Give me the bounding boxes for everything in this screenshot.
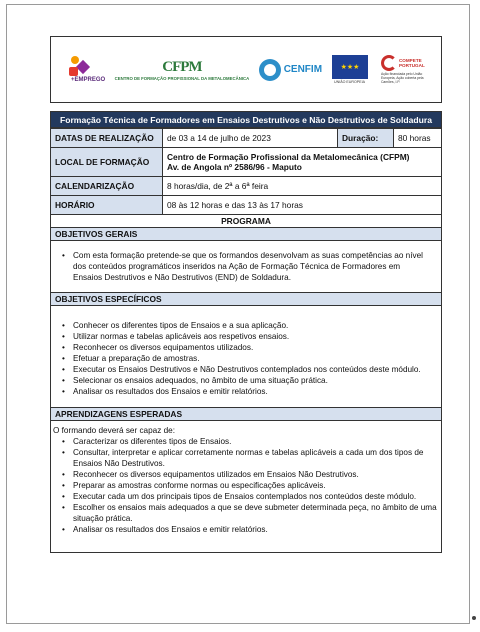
emprego-logo — [69, 56, 105, 83]
aprendizagens-body — [50, 421, 442, 553]
cenfim-swirl-icon — [259, 59, 281, 81]
datas-label: DATAS DE REALIZAÇÃO — [51, 129, 163, 148]
cfpm-logo-subtitle: CENTRO DE FORMAÇÃO PROFISSIONAL DA METALOMECÂNICA — [114, 75, 250, 81]
datas-value: de 03 a 14 de julho de 2023 — [163, 129, 338, 148]
list-item: • Escolher os ensaios mais adequados a que se deve submeter determinada peça, no âmbito de uma situação prática. — [53, 502, 439, 524]
aprendizagens-intro: O formando deverá ser capaz de: — [53, 426, 175, 435]
list-item: • Caracterizar os diferentes tipos de Ensaios. — [53, 436, 439, 447]
calendarizacao-value: 8 horas/dia, de 2ª a 6ª feira — [163, 177, 442, 196]
cenfim-logo-text: CENFIM — [283, 64, 323, 75]
cenfim-logo — [259, 59, 322, 81]
list-item: • Analisar os resultados dos Ensaios e emitir relatórios. — [53, 524, 439, 535]
document — [50, 36, 442, 553]
logos-band — [50, 36, 442, 103]
programa-heading: PROGRAMA — [50, 215, 442, 228]
local-label: LOCAL DE FORMAÇÃO — [51, 148, 163, 177]
compete-logo — [381, 55, 433, 84]
list-item: • Consultar, interpretar e aplicar corretamente normas e tabelas aplicáveis a cada um dos tipos de Ensaios Não Destrutivos. — [53, 447, 439, 469]
list-item: • Reconhecer os diversos equipamentos utilizados. — [53, 342, 439, 353]
local-value — [163, 148, 442, 177]
compete-c-icon — [381, 55, 397, 71]
corner-marker — [472, 616, 476, 620]
eu-logo — [332, 55, 368, 84]
eu-logo-caption: UNIÃO EUROPEIA — [334, 80, 365, 84]
list-item: • Preparar as amostras conforme normas ou especificações aplicáveis. — [53, 480, 439, 491]
list-item: • Utilizar normas e tabelas aplicáveis aos respetivos ensaios. — [53, 331, 439, 342]
horario-label: HORÁRIO — [51, 196, 163, 215]
calendarizacao-label: CALENDARIZAÇÃO — [51, 177, 163, 196]
list-item: • Com esta formação pretende-se que os formandos desenvolvam as suas competências ao nível dos conteúdos programáticos inseridos na Ação de Formação Técnica de Formadores em Ensaios Destrutivos e Não Destrutivos (END) de Soldadura. — [53, 250, 429, 283]
list-item: • Executar cada um dos principais tipos de Ensaios contemplados nos conteúdos deste módulo. — [53, 491, 439, 502]
local-line-2: Av. de Angola nº 2586/96 - Maputo — [167, 162, 302, 172]
list-item: • Efetuar a preparação de amostras. — [53, 353, 439, 364]
list-item: • Reconhecer os diversos equipamentos utilizados em Ensaios Não Destrutivos. — [53, 469, 439, 480]
duracao-value: 80 horas — [394, 129, 442, 148]
course-info-table — [50, 128, 442, 215]
horario-value: 08 às 12 horas e das 13 às 17 horas — [163, 196, 442, 215]
list-item: • Executar os Ensaios Destrutivos e Não Destrutivos contemplados nos conteúdos deste módulo. — [53, 364, 439, 375]
emprego-logo-icon — [69, 56, 91, 76]
compete-logo-text: COMPETE PORTUGAL — [398, 58, 425, 68]
list-item: • Conhecer os diferentes tipos de Ensaios e a sua aplicação. — [53, 320, 439, 331]
objetivos-especificos-body — [50, 306, 442, 408]
emprego-logo-text: +EMPREGO — [71, 77, 106, 83]
objetivos-especificos-heading: OBJETIVOS ESPECÍFICOS — [50, 293, 442, 306]
duracao-label: Duração: — [338, 129, 394, 148]
list-item: • Analisar os resultados dos Ensaios e emitir relatórios. — [53, 386, 439, 397]
list-item: • Selecionar os ensaios adequados, no âmbito de uma situação prática. — [53, 375, 439, 386]
objetivos-gerais-heading: OBJETIVOS GERAIS — [50, 228, 442, 241]
aprendizagens-heading: APRENDIZAGENS ESPERADAS — [50, 408, 442, 421]
objetivos-gerais-body — [50, 241, 442, 293]
course-title: Formação Técnica de Formadores em Ensaios Destrutivos e Não Destrutivos de Soldadura — [50, 111, 442, 128]
cfpm-logo — [115, 59, 250, 81]
eu-flag-icon: ★ ★ ★ — [332, 55, 368, 79]
cfpm-logo-text: CFPM — [162, 58, 202, 75]
compete-logo-caption: Ação financiada pelo União Europeia, Ação coberta pela Camões, I.P. — [380, 72, 424, 84]
local-line-1: Centro de Formação Profissional da Metalomecânica (CFPM) — [167, 152, 410, 162]
